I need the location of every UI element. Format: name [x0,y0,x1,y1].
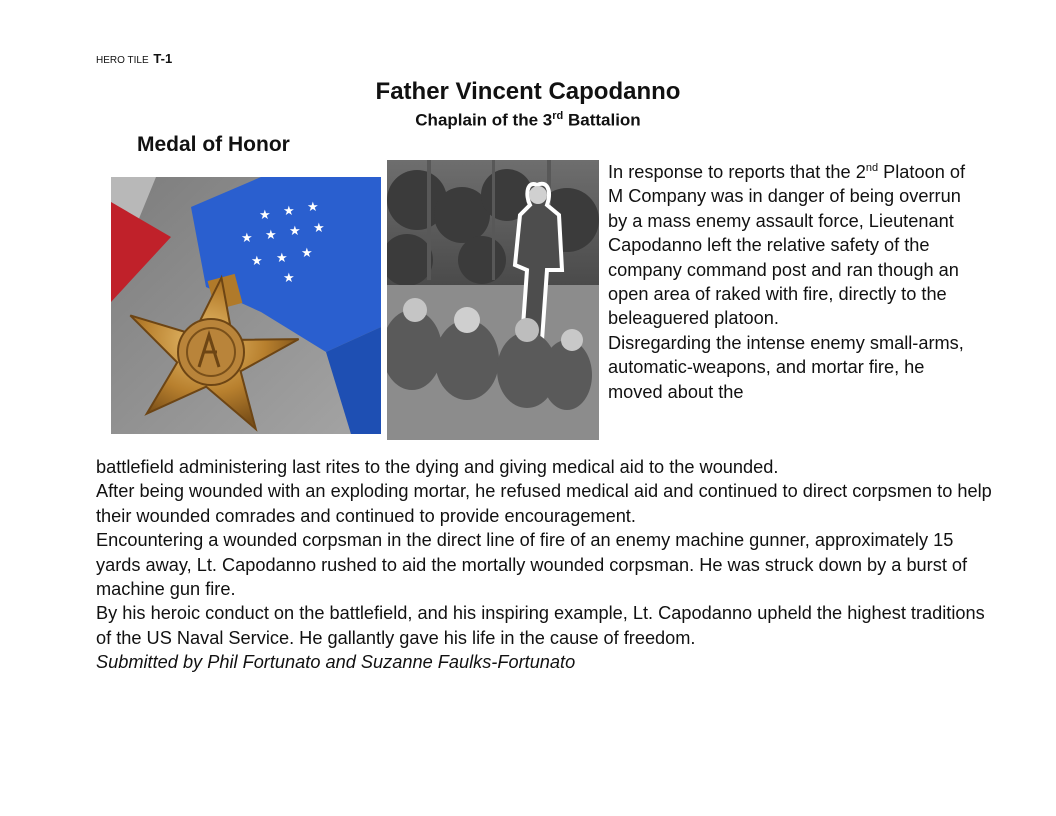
submission-credit: Submitted by Phil Fortunato and Suzanne Faulks-Fortunato [96,652,576,673]
paragraph-response-start: In response to reports that the 2 [608,162,866,182]
svg-text:★: ★ [301,245,313,260]
svg-text:★: ★ [259,207,271,222]
subtitle-suffix: Battalion [563,110,641,130]
soldiers-photo [387,160,599,440]
svg-text:★: ★ [283,270,295,285]
soldiers-photo-image [387,160,599,440]
svg-text:★: ★ [276,250,288,265]
paragraph-wounded: After being wounded with an exploding mortar, he refused medical aid and continued to direct corpsmen to help their wounded comrades and continued to provide encouragement. [96,481,992,526]
tile-label-text: HERO TILE [96,55,149,66]
paragraph-corpsman: Encountering a wounded corpsman in the direct line of fire of an enemy machine gunner, approximately 15 yards away, Lt. Capodanno rushed to aid the mortally wounded corpsman. He was struck down by a burst of machine gun fire. [96,530,968,600]
paragraph-disregarding-start: Disregarding the intense enemy small-arms, automatic-weapons, and mortar fire, he moved about the [608,332,964,402]
tile-number: T-1 [153,51,173,66]
page-title: Father Vincent Capodanno [375,78,681,105]
paragraph-disregarding-rest: battlefield administering last rites to the dying and giving medical aid to the wounded. [96,457,779,477]
paragraph-response-rest: Platoon of M Company was in danger of being overrun by a mass enemy assault force, Lieutenant Capodanno left the relative safety of the company command post and ran though an open area of raked with fire, directly to the beleaguered platoon. [608,162,966,329]
svg-text:★: ★ [313,220,325,235]
svg-text:★: ★ [307,199,319,214]
paragraph-heroic-conduct: By his heroic conduct on the battlefield, and his inspiring example, Lt. Capodanno upheld the highest traditions of the US Naval Service. He gallantly gave his life in the cause of freedom. [96,603,985,648]
medal-photo [111,177,381,434]
svg-text:★: ★ [283,203,295,218]
tile-label [96,51,172,66]
svg-text:★: ★ [265,227,277,242]
medal-heading: Medal of Honor [137,133,290,156]
svg-text:★: ★ [241,230,253,245]
svg-text:★: ★ [251,253,263,268]
subtitle-prefix: Chaplain of the 3 [415,110,553,130]
subtitle-superscript: rd [552,110,564,122]
body-text [96,455,996,675]
svg-text:★: ★ [289,223,301,238]
page-subtitle [0,110,1056,131]
medal-photo-image [111,177,381,434]
column-text [608,160,978,404]
paragraph-response [608,160,978,331]
ordinal-superscript: nd [865,161,879,174]
